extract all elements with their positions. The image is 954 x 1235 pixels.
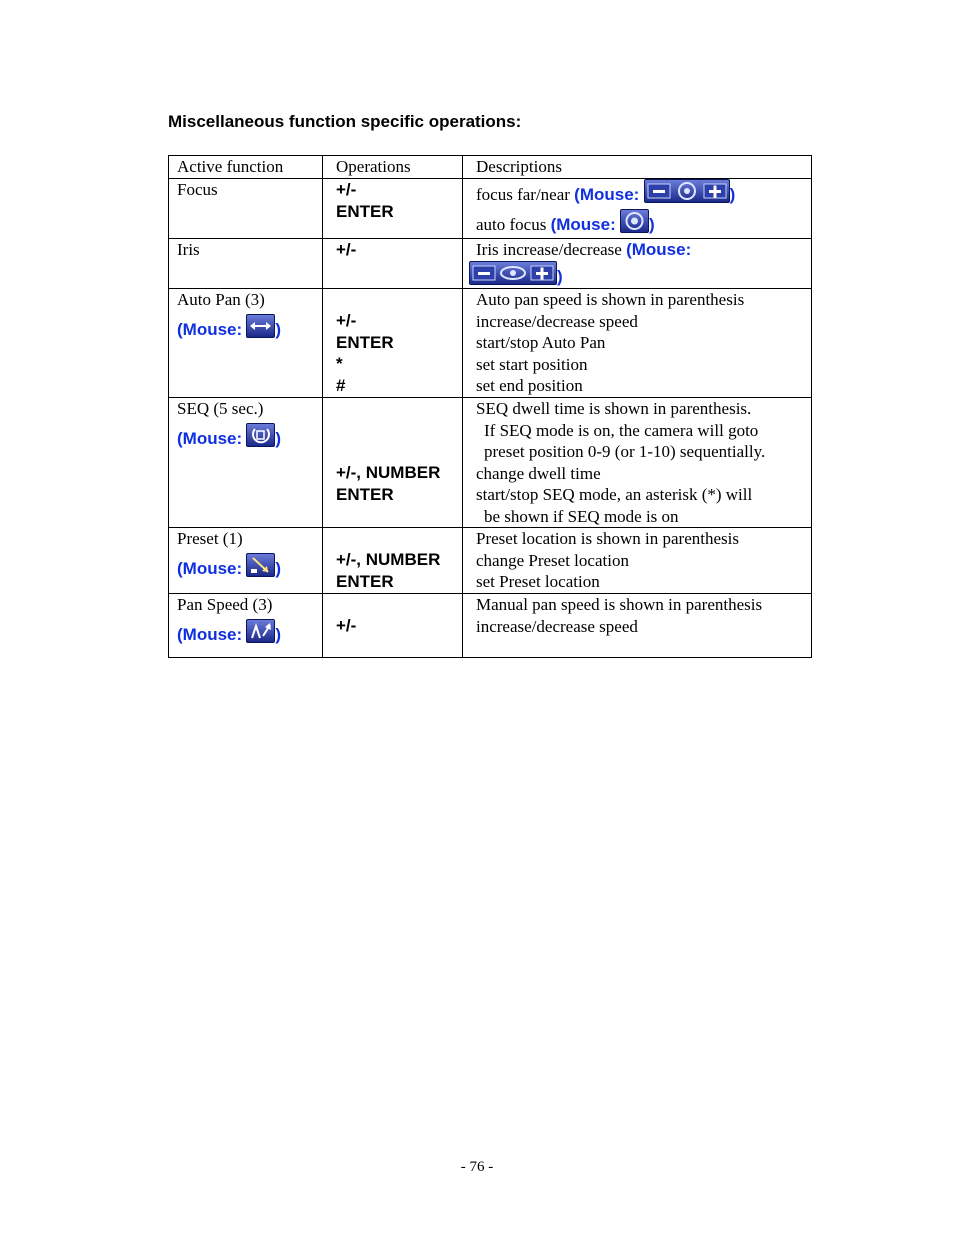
op-seq-2: ENTER xyxy=(336,484,394,504)
function-preset: Preset (1) xyxy=(177,529,243,548)
mouse-label: (Mouse: xyxy=(574,185,640,204)
page-number: - 76 - xyxy=(460,1159,494,1175)
page-heading: Miscellaneous function specific operations: xyxy=(168,112,522,131)
desc-seq-6: be shown if SEQ mode is on xyxy=(484,506,679,526)
table-row-autopan xyxy=(169,289,812,398)
desc-autopan xyxy=(463,289,812,398)
desc-focus-2: auto focus xyxy=(476,215,547,234)
desc-panspeed xyxy=(463,594,812,658)
desc-seq xyxy=(463,398,812,528)
function-autopan: Auto Pan (3) xyxy=(177,290,265,309)
table-row-focus xyxy=(169,179,812,239)
ops-autopan xyxy=(323,289,463,398)
desc-preset xyxy=(463,528,812,594)
cell-function-seq: SEQ (5 sec.) (Mouse: ) xyxy=(169,398,323,528)
ops-focus xyxy=(323,179,463,239)
cell-function-preset: Preset (1) (Mouse: ) xyxy=(169,528,323,594)
op-focus-2: ENTER xyxy=(336,201,394,221)
desc-seq-3: preset position 0-9 (or 1-10) sequentially. xyxy=(484,442,766,461)
desc-focus: focus far/near (Mouse: ) auto focus (Mouse: ) xyxy=(463,179,812,239)
desc-preset-3: set Preset location xyxy=(476,572,600,591)
desc-focus-1: focus far/near xyxy=(476,185,570,204)
function-focus: Focus xyxy=(169,179,323,239)
table-header-row xyxy=(169,156,812,179)
op-preset-1: +/-, NUMBER xyxy=(336,550,441,569)
table-row-panspeed xyxy=(169,594,812,658)
desc-seq-4: change dwell time xyxy=(476,463,601,483)
table-row-iris xyxy=(169,239,812,289)
op-autopan-1: +/- xyxy=(336,311,357,330)
op-seq-1: +/-, NUMBER xyxy=(336,463,441,482)
op-iris-1: +/- xyxy=(336,240,357,259)
op-panspeed-1: +/- xyxy=(336,616,357,635)
focus-icon[interactable] xyxy=(620,209,649,233)
desc-preset-1: Preset location is shown in parenthesis xyxy=(476,529,739,548)
seq-icon[interactable] xyxy=(246,423,275,447)
ops-preset xyxy=(323,528,463,594)
table-row-preset xyxy=(169,528,812,594)
desc-autopan-5: set end position xyxy=(476,376,583,395)
desc-panspeed-1: Manual pan speed is shown in parenthesis xyxy=(476,595,763,614)
op-autopan-2: ENTER xyxy=(336,332,394,352)
desc-seq-2: If SEQ mode is on, the camera will goto xyxy=(484,420,759,440)
desc-autopan-1: Auto pan speed is shown in parenthesis xyxy=(476,290,745,309)
desc-panspeed-2: increase/decrease speed xyxy=(476,616,638,636)
pan-speed-icon[interactable] xyxy=(246,619,275,643)
desc-preset-2: change Preset location xyxy=(476,550,629,570)
op-preset-2: ENTER xyxy=(336,571,394,591)
desc-seq-5: start/stop SEQ mode, an asterisk (*) will xyxy=(476,485,753,504)
function-iris: Iris xyxy=(169,239,323,289)
table-row-seq xyxy=(169,398,812,528)
ops-panspeed xyxy=(323,594,463,658)
op-autopan-3: * xyxy=(336,354,343,373)
preset-icon[interactable] xyxy=(246,553,275,577)
desc-iris-1: Iris increase/decrease xyxy=(476,240,622,259)
header-descriptions: Descriptions xyxy=(463,156,812,179)
cell-function-autopan: Auto Pan (3) (Mouse: ) xyxy=(169,289,323,398)
desc-autopan-4: set start position xyxy=(476,354,588,374)
minus-eye-plus-icon[interactable] xyxy=(644,179,730,203)
desc-autopan-2: increase/decrease speed xyxy=(476,311,638,331)
cell-function-panspeed: Pan Speed (3) (Mouse: ) xyxy=(169,594,323,658)
desc-seq-1: SEQ dwell time is shown in parenthesis. xyxy=(476,399,752,418)
header-active-function: Active function xyxy=(169,156,323,179)
auto-pan-icon[interactable] xyxy=(246,314,275,338)
header-operations: Operations xyxy=(323,156,463,179)
ops-iris xyxy=(323,239,463,289)
minus-iris-plus-icon[interactable] xyxy=(469,261,557,285)
ops-seq xyxy=(323,398,463,528)
desc-iris: Iris increase/decrease (Mouse: ) xyxy=(463,239,812,289)
op-focus-1: +/- xyxy=(336,180,357,199)
desc-autopan-3: start/stop Auto Pan xyxy=(476,333,606,352)
function-panspeed: Pan Speed (3) xyxy=(177,595,273,614)
op-autopan-4: # xyxy=(336,375,346,395)
function-seq: SEQ (5 sec.) xyxy=(177,399,264,418)
operations-table xyxy=(168,155,812,658)
